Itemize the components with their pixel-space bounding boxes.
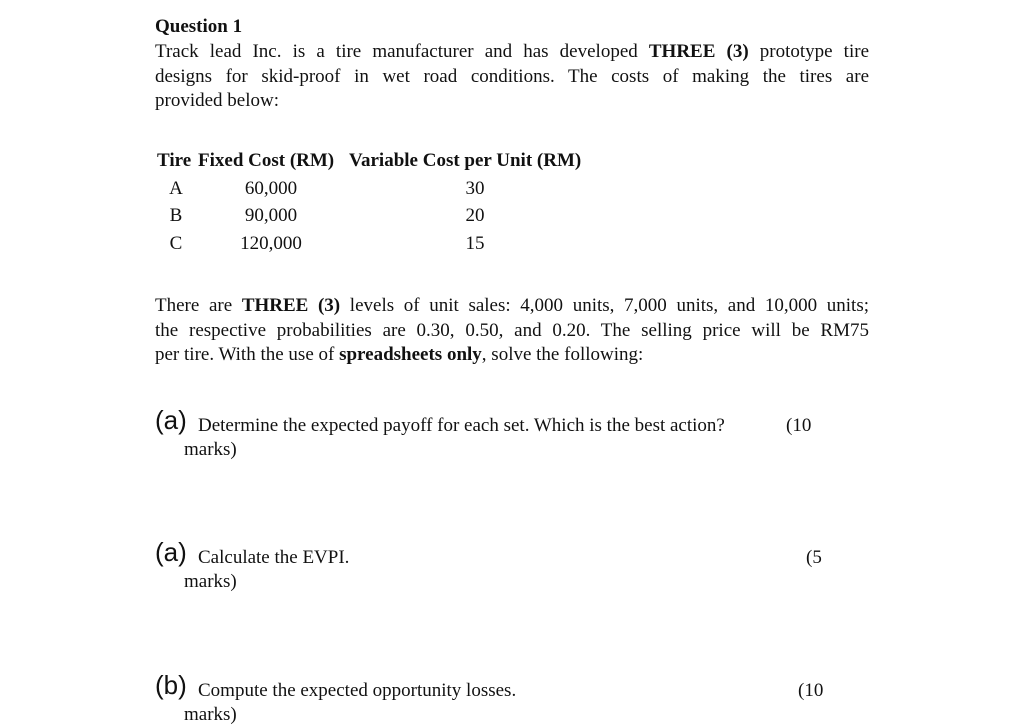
- subquestion-text: Calculate the EVPI.: [198, 547, 350, 568]
- table-header-tire: Tire: [157, 150, 192, 171]
- body-text-1a: There are: [155, 295, 233, 316]
- subquestion-marks-label: marks): [184, 439, 237, 460]
- body-bold-spreadsheets: spreadsheets only: [339, 344, 482, 365]
- table-header-variable-cost: Variable Cost per Unit (RM): [349, 150, 582, 171]
- intro-bold-three: THREE (3): [648, 41, 749, 62]
- table-cell-tire: B: [169, 205, 183, 226]
- body-paragraph: [155, 294, 869, 368]
- body-line-2: the respective probabilities are 0.30, 0.50, and 0.20. The selling price will be RM75: [155, 319, 869, 341]
- body-line-1: [155, 294, 869, 319]
- table-cell-variable-cost: 15: [465, 233, 485, 254]
- subquestion-text: Determine the expected payoff for each set. Which is the best action?: [198, 415, 725, 436]
- body-line-3: [155, 343, 869, 368]
- subquestion-marks-label: marks): [184, 704, 237, 725]
- table-cell-fixed-cost: 60,000: [244, 178, 298, 199]
- question-title: Question 1: [155, 16, 243, 37]
- subquestion-marks: (5: [806, 547, 822, 568]
- intro-line-1: [155, 40, 869, 65]
- table-cell-fixed-cost: 120,000: [240, 233, 302, 254]
- table-cell-tire: C: [169, 233, 183, 254]
- subquestion-marks: (10: [786, 415, 812, 436]
- intro-line-3: provided below:: [155, 90, 280, 111]
- table-cell-tire: A: [169, 178, 183, 199]
- table-cell-fixed-cost: 90,000: [244, 205, 298, 226]
- body-bold-three: THREE (3): [241, 295, 341, 316]
- intro-paragraph: [155, 40, 869, 114]
- subquestion-letter: (a): [155, 537, 187, 567]
- body-text-1b: levels of unit sales: 4,000 units, 7,000 units, and 10,000 units;: [349, 295, 870, 316]
- intro-text-2: prototype tire: [759, 41, 870, 62]
- table-cell-variable-cost: 30: [465, 178, 485, 199]
- table-header-fixed-cost: Fixed Cost (RM): [198, 150, 335, 171]
- subquestion-letter: (a): [155, 405, 187, 435]
- table-cell-variable-cost: 20: [465, 205, 485, 226]
- subquestion-marks-label: marks): [184, 571, 237, 592]
- body-text-3b: , solve the following:: [481, 344, 644, 365]
- body-text-3a: per tire. With the use of: [155, 344, 335, 365]
- subquestion-letter: (b): [155, 670, 187, 700]
- intro-line-2: designs for skid-proof in wet road conditions. The costs of making the tires are: [155, 65, 869, 87]
- subquestion-text: Compute the expected opportunity losses.: [198, 680, 517, 701]
- intro-text-1: Track lead Inc. is a tire manufacturer and has developed: [155, 41, 638, 62]
- subquestion-marks: (10: [798, 680, 824, 701]
